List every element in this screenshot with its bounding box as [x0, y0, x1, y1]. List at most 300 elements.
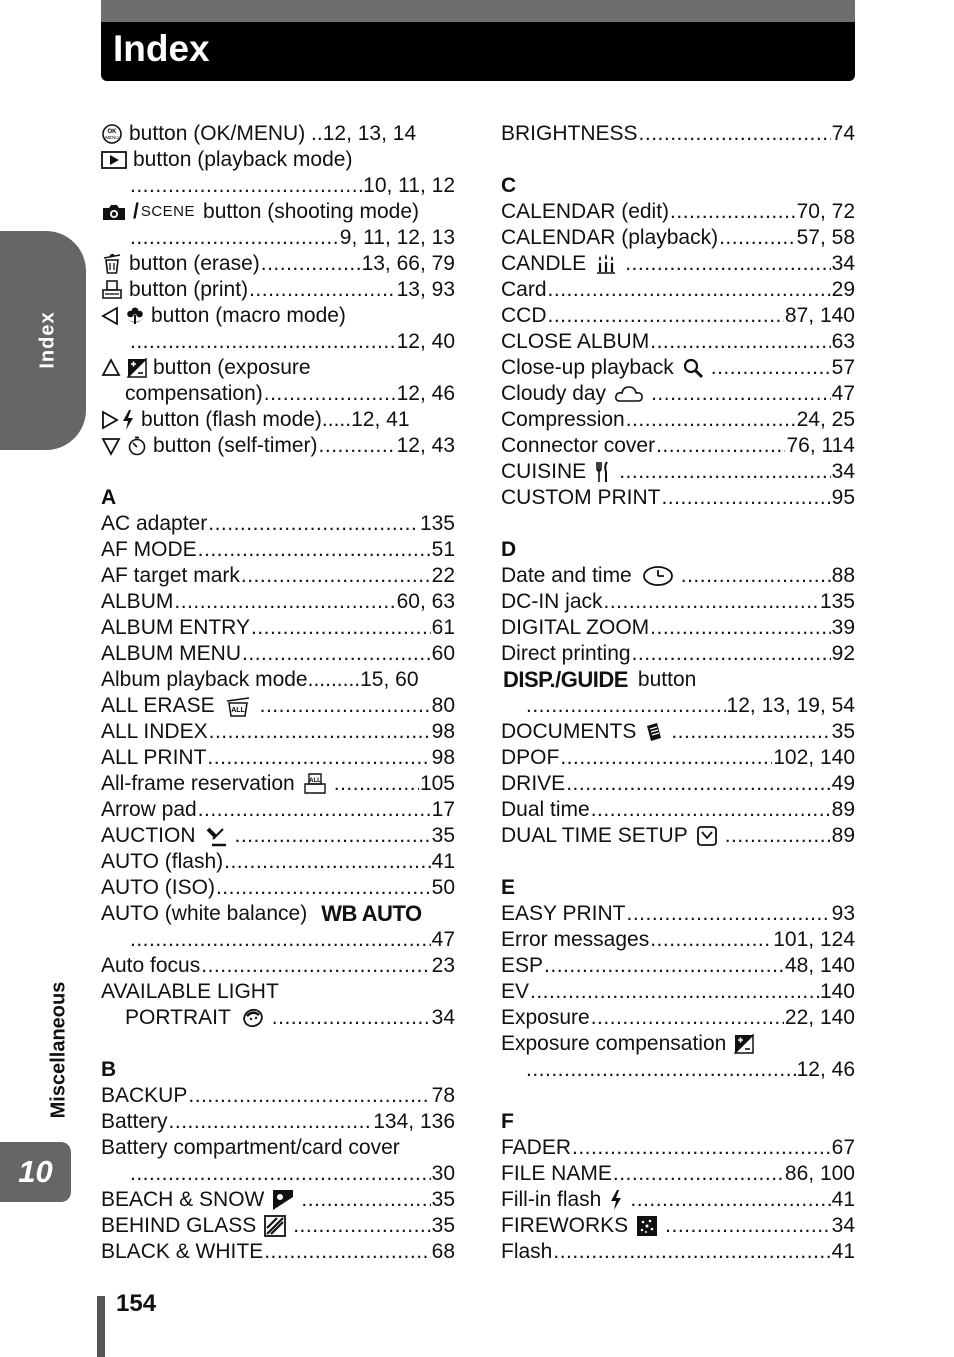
index-entry: [101, 407, 455, 433]
index-entry: [501, 355, 855, 381]
leader-dots: [548, 277, 831, 303]
leader-dots: [650, 927, 772, 953]
index-entry: [501, 927, 855, 953]
leader-dots: [711, 355, 831, 381]
index-entry: [501, 121, 855, 147]
index-entry: [501, 589, 855, 615]
auction-gavel-icon: [204, 825, 228, 847]
entry-pages: 34: [831, 252, 855, 275]
entry-label: Dual time: [501, 798, 590, 821]
entry-label: BEHIND GLASS: [101, 1214, 257, 1237]
index-entry: [101, 511, 455, 537]
index-entry: [501, 459, 855, 485]
leader-dots: [235, 823, 431, 849]
entry-pages: 50: [431, 876, 455, 899]
index-entry: [501, 303, 855, 329]
page-title: Index: [113, 28, 210, 69]
self-timer-icon: [127, 435, 147, 457]
entry-pages: 70, 72: [796, 200, 855, 223]
index-column-left: [101, 121, 455, 1265]
index-entry: [501, 381, 855, 407]
leader-dots: [661, 485, 830, 511]
leader-dots: [544, 953, 784, 979]
index-entry: [501, 615, 855, 641]
entry-label: Error messages: [501, 928, 650, 951]
arrow-left-icon: [101, 306, 119, 326]
chapter-badge: [0, 1142, 71, 1202]
entry-pages: 98: [431, 746, 455, 769]
entry-label: compensation): [125, 382, 263, 405]
entry-label: DUAL TIME SETUP: [501, 824, 688, 847]
leader-dots: [725, 823, 831, 849]
leader-dots: [632, 641, 831, 667]
entry-pages: 76, 114: [786, 434, 855, 457]
index-entry: [501, 771, 855, 797]
index-entry: [501, 407, 855, 433]
index-entry: [501, 277, 855, 303]
fork-knife-icon: [594, 461, 612, 483]
entry-label: Date and time: [501, 564, 632, 587]
leader-dots: [260, 693, 431, 719]
entry-label: button (self-timer): [153, 434, 318, 457]
leader-dots: [249, 277, 396, 303]
entry-label: Exposure compensation: [501, 1032, 727, 1055]
entry-label: All-frame reservation: [101, 772, 295, 795]
entry-label: FILE NAME: [501, 1162, 612, 1185]
entry-pages: 29: [831, 278, 855, 301]
leader-dots: [526, 693, 726, 719]
exposure-compensation-icon: [127, 358, 147, 378]
entry-label: ALBUM ENTRY: [101, 616, 250, 639]
index-entry: [501, 1161, 855, 1187]
index-entry: [101, 433, 455, 459]
index-entry: [501, 1213, 855, 1239]
entry-pages: 35: [431, 1214, 455, 1237]
entry-pages: 22, 140: [784, 1006, 855, 1029]
leader-dots: [651, 381, 831, 407]
leader-dots: [572, 1135, 831, 1161]
entry-label: ALL ERASE: [101, 694, 215, 717]
index-entry: [501, 901, 855, 927]
flash-icon: [121, 409, 135, 431]
index-entry: [101, 589, 455, 615]
index-entry: [101, 355, 455, 381]
section-heading-b: B: [101, 1058, 117, 1081]
entry-pages: 67: [831, 1136, 855, 1159]
entry-label: EASY PRINT: [501, 902, 626, 925]
entry-pages: 9, 11, 12, 13: [339, 226, 455, 249]
leader-dots: [198, 797, 431, 823]
entry-label: DPOF: [501, 746, 560, 769]
entry-label: button (playback mode): [133, 148, 353, 171]
entry-label: button (exposure: [153, 356, 311, 379]
flash-icon: [609, 1189, 623, 1211]
index-entry: [101, 953, 455, 979]
index-entry: [501, 823, 855, 849]
entry-label: Flash: [501, 1240, 553, 1263]
leader-dots: [671, 719, 830, 745]
index-entry: / SCENE button (shooting mode): [101, 199, 455, 225]
leader-dots: [334, 771, 419, 797]
documents-icon: [644, 721, 664, 743]
index-entry: [101, 823, 455, 849]
leader-dots: [604, 589, 819, 615]
entry-label: AC adapter: [101, 512, 208, 535]
header-bar: [101, 22, 855, 81]
index-entry: [101, 641, 455, 667]
leader-dots: [208, 511, 419, 537]
entry-label: BRIGHTNESS: [501, 122, 638, 145]
entry-label: ALL PRINT: [101, 746, 207, 769]
entry-label: BLACK & WHITE: [101, 1240, 264, 1263]
entry-label: AUTO (flash): [101, 850, 224, 873]
section-heading-c: C: [501, 174, 517, 197]
index-entry: [101, 875, 455, 901]
dual-time-icon: [696, 825, 718, 847]
entry-label: DIGITAL ZOOM: [501, 616, 650, 639]
entry-label: Connector cover: [501, 434, 656, 457]
index-entry: [501, 719, 855, 745]
entry-pages: 30: [431, 1162, 455, 1185]
disp-guide-glyph: DISP./GUIDE: [503, 667, 628, 692]
entry-label: BACKUP: [101, 1084, 188, 1107]
entry-pages: 15, 60: [360, 668, 419, 691]
svg-text:OK: OK: [107, 129, 117, 135]
index-entry: [501, 953, 855, 979]
entry-label: Battery compartment/card cover: [101, 1136, 400, 1159]
scene-glyph: SCENE: [140, 203, 196, 220]
leader-dots: [272, 1005, 431, 1031]
entry-pages: 47: [831, 382, 855, 405]
entry-label: DC-IN jack: [501, 590, 603, 613]
entry-pages: 12, 41: [351, 408, 410, 431]
index-entry-cont: [101, 927, 455, 953]
leader-dots: [619, 459, 830, 485]
camera-icon: [101, 202, 127, 222]
macro-flower-icon: [125, 305, 145, 327]
entry-label: CCD: [501, 304, 547, 327]
candle-icon: [594, 253, 618, 275]
entry-label: button (erase): [129, 252, 260, 275]
header-top-band: [101, 0, 855, 24]
entry-pages: 98: [431, 720, 455, 743]
entry-pages: 78: [431, 1084, 455, 1107]
leader-dots: [130, 329, 396, 355]
entry-label: CALENDAR (edit): [501, 200, 670, 223]
entry-pages: 60: [431, 642, 455, 665]
leader-dots: [560, 745, 772, 771]
index-entry-cont: [101, 1161, 455, 1187]
entry-pages: 57: [831, 356, 855, 379]
entry-label: Fill-in flash: [501, 1188, 602, 1211]
portrait-face-icon: [241, 1007, 265, 1029]
svg-text:ALL: ALL: [230, 707, 245, 714]
leader-dots: [548, 303, 784, 329]
entry-pages: 95: [831, 486, 855, 509]
entry-pages: 102, 140: [773, 746, 855, 769]
entry-label: ALBUM: [101, 590, 174, 613]
leader-dots: [264, 381, 396, 407]
entry-pages: 12, 46: [796, 1058, 855, 1081]
playback-icon: [101, 150, 127, 170]
entry-label: Direct printing: [501, 642, 631, 665]
entry-label: Close-up playback: [501, 356, 674, 379]
page-number: 154: [116, 1290, 157, 1317]
leader-dots: [209, 719, 431, 745]
page-number-bar: [97, 1296, 105, 1357]
entry-label: FADER: [501, 1136, 572, 1159]
index-entry: [501, 329, 855, 355]
leader-dots: [130, 225, 339, 251]
leader-dots: [625, 251, 830, 277]
beach-snow-icon: [272, 1189, 294, 1211]
leader-dots: [626, 901, 830, 927]
leader-dots: [301, 1187, 430, 1213]
leader-dots: [553, 1239, 830, 1265]
entry-label: EV: [501, 980, 530, 1003]
entry-label: button (shooting mode): [203, 200, 419, 223]
entry-label: button: [637, 668, 697, 691]
entry-pages: 92: [831, 642, 855, 665]
all-print-icon: [303, 773, 327, 795]
leader-dots: [639, 121, 831, 147]
index-entry-cont: [101, 329, 455, 355]
entry-label: ALL INDEX: [101, 720, 208, 743]
index-entry: [101, 1135, 455, 1161]
index-entry: [101, 1187, 455, 1213]
leader-dots: [261, 251, 361, 277]
leader-dots: [198, 537, 431, 563]
index-entry: [501, 1031, 855, 1057]
leader-dots: [319, 433, 396, 459]
index-entry: [101, 849, 455, 875]
index-entry-cont: [101, 173, 455, 199]
index-column-right: [501, 121, 855, 1265]
section-label: Miscellaneous: [47, 981, 70, 1119]
leader-dots: [207, 745, 430, 771]
leader-dots: [650, 615, 830, 641]
index-entry: [501, 667, 855, 693]
index-entry: [101, 693, 455, 719]
index-entry: [501, 797, 855, 823]
entry-label: ALBUM MENU: [101, 642, 242, 665]
arrow-right-icon: [101, 410, 119, 430]
leader-dots: [530, 979, 819, 1005]
leader-dots: [566, 771, 830, 797]
wb-auto-glyph: WB AUTO: [321, 901, 422, 926]
all-erase-icon: [223, 695, 253, 717]
entry-pages: 22: [431, 564, 455, 587]
index-entry: [101, 121, 455, 147]
leader-dots: [293, 1213, 430, 1239]
entry-pages: 35: [431, 1188, 455, 1211]
entry-pages: 12, 13, 14: [322, 122, 417, 145]
erase-icon: [101, 253, 123, 275]
entry-pages: 74: [831, 122, 855, 145]
index-entry: [501, 979, 855, 1005]
entry-pages: 35: [431, 824, 455, 847]
index-entry-cont: [101, 381, 455, 407]
arrow-up-icon: [101, 358, 121, 378]
index-entry: [101, 615, 455, 641]
index-entry-cont: [501, 1057, 855, 1083]
behind-glass-icon: [264, 1215, 286, 1237]
entry-pages: 140: [819, 980, 855, 1003]
entry-pages: 12, 13, 19, 54: [726, 694, 855, 717]
leader-dots: [650, 329, 830, 355]
entry-pages: 135: [419, 512, 455, 535]
section-heading-a: A: [101, 486, 117, 509]
index-entry: [501, 1239, 855, 1265]
index-entry: [101, 303, 455, 329]
index-entry: [501, 225, 855, 251]
cloud-icon: [614, 384, 644, 404]
entry-label: ESP: [501, 954, 544, 977]
index-entry: [501, 1135, 855, 1161]
entry-pages: 101, 124: [773, 928, 855, 951]
svg-text:MENU: MENU: [105, 135, 119, 140]
index-entry: [101, 797, 455, 823]
leader-dots: [201, 953, 430, 979]
entry-pages: 34: [831, 460, 855, 483]
ok-menu-icon: [101, 123, 123, 145]
index-entry: [101, 277, 455, 303]
entry-pages: 13, 66, 79: [361, 252, 455, 275]
index-entry: [101, 1109, 455, 1135]
leader-dots: [241, 563, 431, 589]
print-icon: [101, 279, 123, 301]
index-entry: [101, 901, 455, 927]
leader-dots: [130, 927, 431, 953]
leader-dots: [630, 1187, 830, 1213]
leader-dots: [613, 1161, 784, 1187]
leader-dots: [719, 225, 796, 251]
entry-label: Cloudy day: [501, 382, 607, 405]
leader-dots: [264, 1239, 430, 1265]
entry-pages: 35: [831, 720, 855, 743]
entry-pages: 41: [431, 850, 455, 873]
entry-label: PORTRAIT: [125, 1006, 231, 1029]
entry-pages: 60, 63: [396, 590, 455, 613]
index-entry-cont: [101, 1005, 455, 1031]
entry-label: Exposure: [501, 1006, 590, 1029]
entry-label: AUTO (ISO): [101, 876, 215, 899]
leader-dots: [188, 1083, 430, 1109]
entry-label: AF target mark: [101, 564, 240, 587]
entry-label: Album playback mode.........: [101, 668, 361, 691]
entry-pages: 39: [831, 616, 855, 639]
section-heading-f: F: [501, 1110, 514, 1133]
entry-label: Card: [501, 278, 547, 301]
entry-label: button (print): [129, 278, 249, 301]
entry-label: AVAILABLE LIGHT: [101, 980, 279, 1003]
index-entry: [101, 147, 455, 173]
index-entry: [501, 1005, 855, 1031]
leader-dots: [251, 615, 431, 641]
entry-pages: 63: [831, 330, 855, 353]
entry-label: AUCTION: [101, 824, 196, 847]
entry-label: CUSTOM PRINT: [501, 486, 661, 509]
entry-label: Compression: [501, 408, 625, 431]
index-entry: [101, 537, 455, 563]
exposure-compensation-icon: [734, 1034, 754, 1054]
index-entry: [101, 251, 455, 277]
entry-label: button (flash mode).....: [141, 408, 352, 431]
entry-label: CUISINE: [501, 460, 587, 483]
index-entry: [501, 433, 855, 459]
entry-label: Arrow pad: [101, 798, 197, 821]
entry-pages: 49: [831, 772, 855, 795]
index-entry: [501, 641, 855, 667]
entry-label: FIREWORKS: [501, 1214, 629, 1237]
leader-dots: [591, 797, 831, 823]
entry-pages: 135: [819, 590, 855, 613]
index-entry: [501, 199, 855, 225]
entry-pages: 61: [431, 616, 455, 639]
entry-pages: 47: [431, 928, 455, 951]
entry-pages: 13, 93: [396, 278, 455, 301]
index-entry: [101, 771, 455, 797]
entry-pages: 23: [431, 954, 455, 977]
magnifier-icon: [682, 357, 704, 379]
index-entry: [101, 1213, 455, 1239]
entry-pages: 134, 136: [373, 1110, 455, 1133]
index-entry: [501, 563, 855, 589]
entry-label: BEACH & SNOW: [101, 1188, 265, 1211]
index-entry: [101, 667, 455, 693]
leader-dots: [681, 563, 831, 589]
clock-icon: [642, 565, 674, 587]
entry-label: button (OK/MENU) ..: [129, 122, 323, 145]
chapter-number: 10: [18, 1154, 53, 1189]
leader-dots: [526, 1057, 796, 1083]
index-entry: [101, 979, 455, 1005]
index-entry: [101, 1239, 455, 1265]
entry-label: CALENDAR (playback): [501, 226, 719, 249]
entry-pages: 41: [831, 1188, 855, 1211]
entry-pages: 80: [431, 694, 455, 717]
entry-pages: 57, 58: [796, 226, 855, 249]
leader-dots: [242, 641, 431, 667]
leader-dots: [656, 433, 785, 459]
entry-pages: 17: [431, 798, 455, 821]
index-entry: [101, 563, 455, 589]
entry-pages: 88: [831, 564, 855, 587]
index-entry-cont: [101, 225, 455, 251]
index-entry-cont: [501, 693, 855, 719]
entry-pages: 12, 46: [396, 382, 455, 405]
entry-pages: 105: [419, 772, 455, 795]
leader-dots: [670, 199, 796, 225]
index-entry: [101, 719, 455, 745]
leader-dots: [130, 173, 362, 199]
leader-dots: [130, 1161, 431, 1187]
entry-pages: 12, 43: [396, 434, 455, 457]
entry-pages: 89: [831, 798, 855, 821]
entry-pages: 89: [831, 824, 855, 847]
entry-label: AUTO (white balance): [101, 902, 308, 925]
entry-pages: 87, 140: [784, 304, 855, 327]
entry-pages: 93: [831, 902, 855, 925]
svg-text:ALL: ALL: [308, 778, 321, 784]
entry-pages: 41: [831, 1240, 855, 1263]
entry-label: AF MODE: [101, 538, 197, 561]
entry-pages: 34: [831, 1214, 855, 1237]
leader-dots: [174, 589, 395, 615]
entry-label: CLOSE ALBUM: [501, 330, 650, 353]
arrow-down-icon: [101, 436, 121, 456]
leader-dots: [169, 1109, 373, 1135]
